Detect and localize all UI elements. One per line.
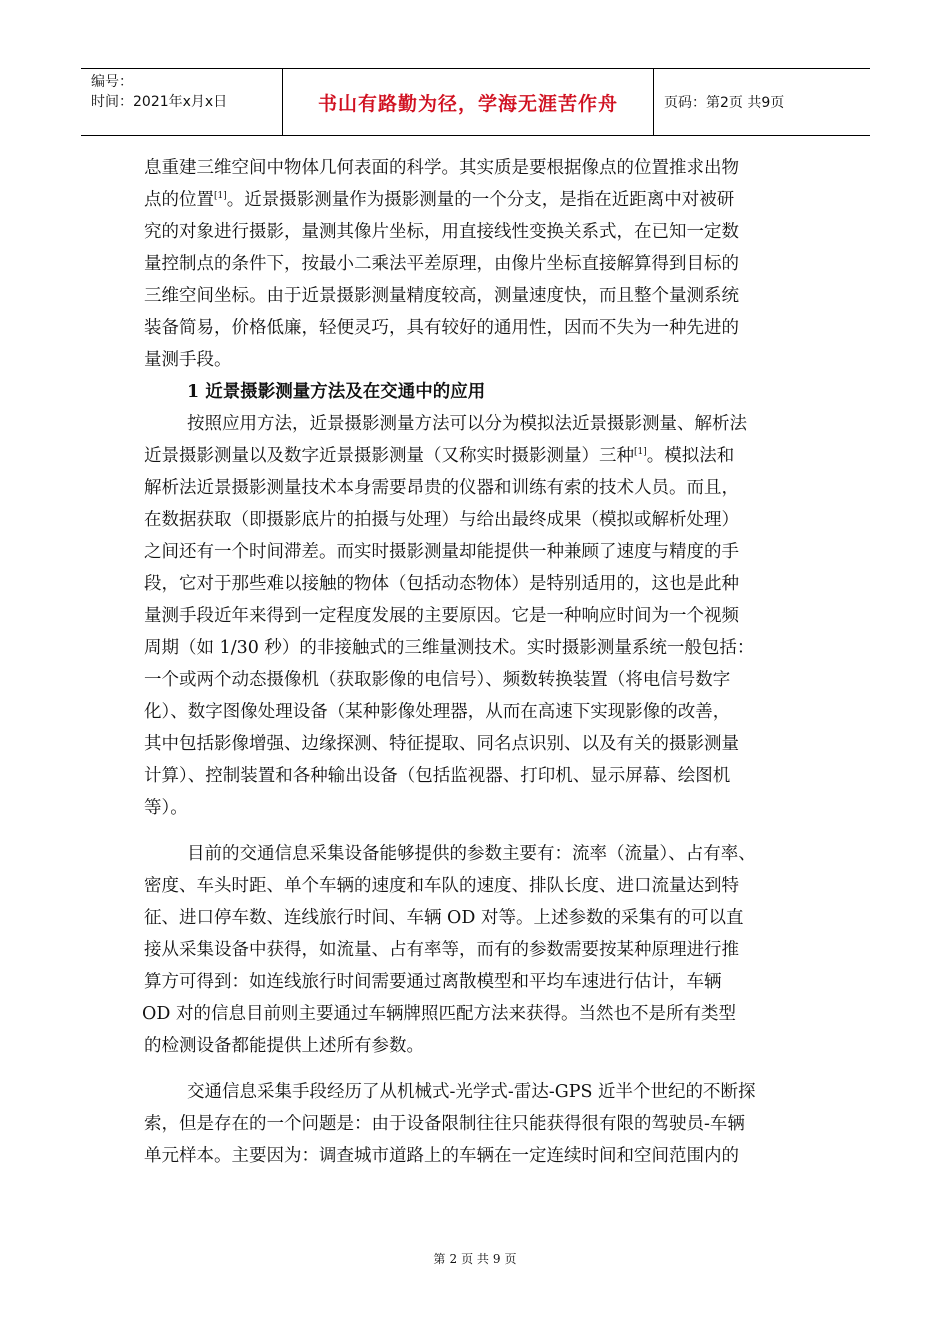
body-line: 一个或两个动态摄像机（获取影像的电信号）、频数转换装置（将电信号数字 — [144, 670, 731, 690]
body-line: 单元样本。主要因为：调查城市道路上的车辆在一定连续时间和空间范围内的 — [144, 1146, 739, 1166]
footer-total-pages: 9 — [492, 1252, 501, 1266]
section-heading: 1 近景摄影测量方法及在交通中的应用 — [187, 382, 486, 402]
body-line: 其中包括影像增强、边缘探测、特征提取、同名点识别、以及有关的摄影测量 — [144, 734, 739, 754]
body-line: 交通信息采集手段经历了从机械式-光学式-雷达-GPS 近半个世纪的不断探 — [187, 1082, 756, 1102]
body-line: 之间还有一个时间滞差。而实时摄影测量却能提供一种兼顾了速度与精度的手 — [144, 542, 739, 562]
body-line: 段，它对于那些难以接触的物体（包括动态物体）是特别适用的，这也是此种 — [144, 574, 739, 594]
body-line: 近景摄影测量以及数字近景摄影测量（又称实时摄影测量）三种[1]。模拟法和 — [144, 446, 735, 466]
header-meta — [81, 69, 283, 135]
header-page-label: 页码：第2页 共9页 — [664, 95, 785, 111]
header-motto: 书山有路勤为径，学海无涯苦作舟 — [283, 69, 654, 135]
body-line: 量测手段。 — [144, 350, 232, 370]
body-line: 息重建三维空间中物体几何表面的科学。其实质是要根据像点的位置推求出物 — [144, 158, 739, 178]
body-line: 算方可得到：如连线旅行时间需要通过离散模型和平均车速进行估计，车辆 — [144, 972, 722, 992]
body-line: 周期（如 1/30 秒）的非接触式的三维量测技术。实时摄影测量系统一般包括： — [144, 638, 755, 658]
body-line: 量测手段近年来得到一定程度发展的主要原因。它是一种响应时间为一个视频 — [144, 606, 739, 626]
body-line: 按照应用方法，近景摄影测量方法可以分为模拟法近景摄影测量、解析法 — [187, 414, 747, 434]
page-footer — [0, 1250, 950, 1267]
citation-ref: [1] — [214, 191, 227, 201]
body-line: 的检测设备都能提供上述所有参数。 — [144, 1036, 424, 1056]
body-line: 在数据获取（即摄影底片的拍摄与处理）与给出最终成果（模拟或解析处理） — [144, 510, 739, 530]
body-line: 计算）、控制装置和各种输出设备（包括监视器、打印机、显示屏幕、绘图机 — [144, 766, 731, 786]
body-line: 征、进口停车数、连线旅行时间、车辆 OD 对等。上述参数的采集有的可以直 — [144, 908, 744, 928]
page-header — [81, 68, 870, 136]
footer-suffix: 页 — [504, 1252, 517, 1266]
number-label: 编号： — [91, 74, 133, 90]
body-line: 接从采集设备中获得，如流量、占有率等，而有的参数需要按某种原理进行推 — [144, 940, 739, 960]
body-line: 解析法近景摄影测量技术本身需要昂贵的仪器和训练有索的技术人员。而且， — [144, 478, 739, 498]
body-line: 三维空间坐标。由于近景摄影测量精度较高，测量速度快，而且整个量测系统 — [144, 286, 739, 306]
body-line: 点的位置[1]。近景摄影测量作为摄影测量的一个分支，是指在近距离中对被研 — [144, 190, 735, 210]
body-line: 装备简易，价格低廉，轻便灵巧，具有较好的通用性，因而不失为一种先进的 — [144, 318, 739, 338]
body-line: 等）。 — [144, 798, 188, 818]
body-line: 究的对象进行摄影，量测其像片坐标，用直接线性变换关系式，在已知一定数 — [144, 222, 739, 242]
body-line: 化）、数字图像处理设备（某种影像处理器，从而在高速下实现影像的改善， — [144, 702, 731, 722]
paragraph-gap — [144, 1062, 809, 1076]
body-line: 索，但是存在的一个问题是：由于设备限制往往只能获得很有限的驾驶员-车辆 — [144, 1114, 745, 1134]
body-line: 目前的交通信息采集设备能够提供的参数主要有：流率（流量）、占有率、 — [187, 844, 756, 864]
paragraph-gap — [144, 824, 809, 838]
body-line: 密度、车头时距、单个车辆的速度和车队的速度、排队长度、进口流量达到特 — [144, 876, 739, 896]
time-label: 时间：2021年x月x日 — [91, 94, 228, 110]
body-line: 量控制点的条件下，按最小二乘法平差原理，由像片坐标直接解算得到目标的 — [144, 254, 739, 274]
footer-prefix: 第 — [433, 1252, 446, 1266]
footer-current-page: 2 — [449, 1252, 458, 1266]
citation-ref: [1] — [634, 447, 647, 457]
footer-mid: 页 共 — [461, 1252, 489, 1266]
document-body — [144, 152, 809, 1172]
body-line: OD 对的信息目前则主要通过车辆牌照匹配方法来获得。当然也不是所有类型 — [142, 1004, 736, 1024]
